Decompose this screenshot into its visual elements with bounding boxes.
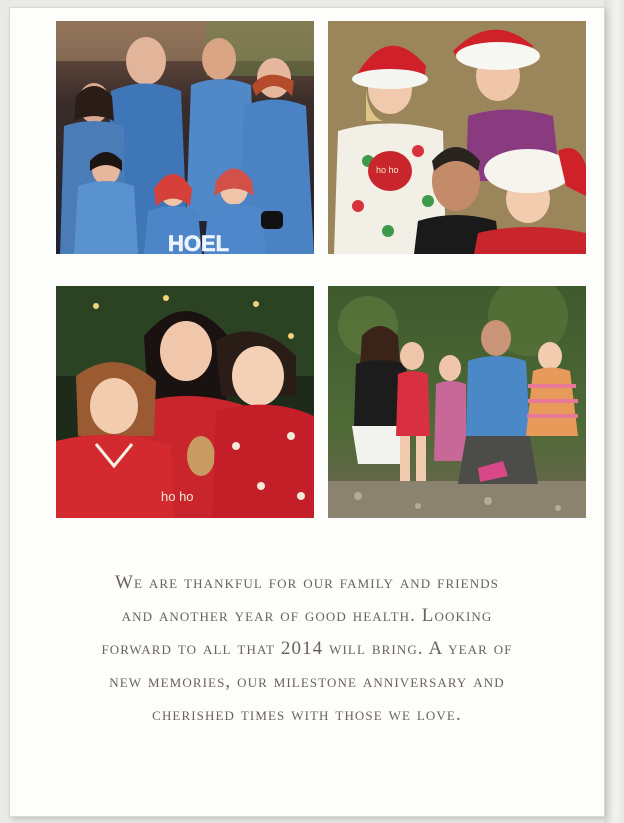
holiday-card	[10, 8, 604, 816]
overlay-text: HOEL	[168, 231, 230, 254]
message-line: cherished times with those we love.	[152, 704, 462, 725]
message-line: forward to all that 2014 will bring. A year of	[101, 638, 513, 659]
family-group-blue-jackets-photo	[56, 21, 314, 254]
three-girls-red-pajamas-photo	[56, 286, 314, 518]
message-line: and another year of good health. Looking	[121, 605, 493, 626]
family-outdoors-photo	[328, 286, 586, 518]
message-line: We are thankful for our family and friends	[114, 572, 500, 593]
overlay-text: ho ho	[161, 489, 194, 504]
card-message	[30, 566, 584, 731]
santa-hats-with-dad-photo	[328, 21, 586, 254]
message-line: new memories, our milestone anniversary and	[109, 671, 505, 692]
overlay-text: ho ho	[376, 165, 399, 175]
scan-edge	[604, 0, 624, 823]
